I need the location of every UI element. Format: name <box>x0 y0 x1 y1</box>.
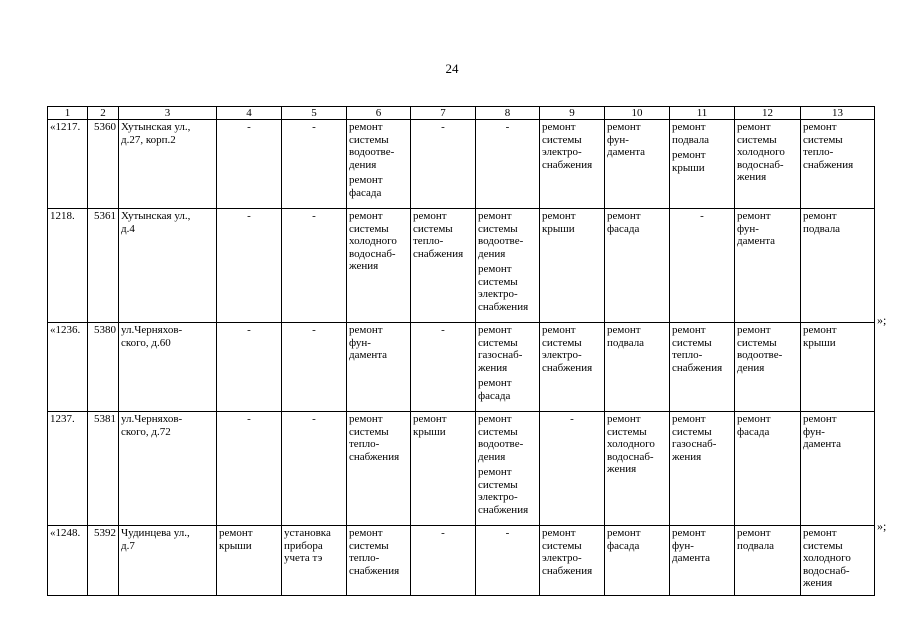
cell-col7 <box>411 209 476 323</box>
cell-col9 <box>540 209 605 323</box>
address-cell <box>119 412 217 526</box>
address-cell <box>119 526 217 596</box>
work-item: ремонт системы водоотве- дения <box>478 210 524 260</box>
row-code: 5381 <box>88 412 119 526</box>
address-text: ул.Черняхов- ского, д.72 <box>121 413 183 438</box>
cell-col13 <box>801 526 875 596</box>
cell-col13 <box>801 209 875 323</box>
cell-col4: - <box>217 209 282 323</box>
row-number: «1248. <box>48 526 88 596</box>
work-item: ремонт системы холодного водоснаб- жения <box>737 121 785 183</box>
work-item: ремонт системы водоотве- дения <box>349 121 395 171</box>
address-text: Чудинцева ул., д.7 <box>121 527 190 552</box>
work-item: ремонт фасада <box>478 377 512 402</box>
work-item: ремонт системы холодного водоснаб- жения <box>607 413 655 475</box>
work-item: ремонт фун- дамента <box>737 210 776 247</box>
table-row <box>48 323 875 412</box>
work-item: ремонт системы газоснаб- жения <box>672 413 717 463</box>
cell-col9 <box>540 526 605 596</box>
cell-col12 <box>735 526 801 596</box>
work-item: ремонт фасада <box>607 210 641 235</box>
work-item: - <box>700 210 704 222</box>
cell-col5: - <box>282 412 347 526</box>
address-cell <box>119 323 217 412</box>
table-row <box>48 209 875 323</box>
col-header: 12 <box>735 107 801 120</box>
cell-col12 <box>735 120 801 209</box>
col-header: 9 <box>540 107 605 120</box>
cell-col13 <box>801 323 875 412</box>
cell-col6 <box>347 120 411 209</box>
work-item: ремонт системы электро- снабжения <box>542 527 593 577</box>
col-header: 7 <box>411 107 476 120</box>
cell-col8 <box>476 323 540 412</box>
col-header: 8 <box>476 107 540 120</box>
address-cell <box>119 120 217 209</box>
cell-col6 <box>347 209 411 323</box>
cell-col9 <box>540 120 605 209</box>
cell-col8 <box>476 412 540 526</box>
row-code: 5361 <box>88 209 119 323</box>
cell-col12 <box>735 323 801 412</box>
address-text: Хутынская ул., д.27, корп.2 <box>121 121 191 146</box>
cell-col11 <box>670 526 735 596</box>
work-item: установка прибора учета тэ <box>284 527 331 564</box>
cell-col5: - <box>282 120 347 209</box>
col-header: 1 <box>48 107 88 120</box>
cell-col8 <box>476 526 540 596</box>
cell-col11 <box>670 323 735 412</box>
cell-col11 <box>670 120 735 209</box>
work-item: ремонт крыши <box>413 413 447 438</box>
cell-col4: - <box>217 120 282 209</box>
address-text: Хутынская ул., д.4 <box>121 210 191 235</box>
cell-col10 <box>605 323 670 412</box>
work-item: ремонт системы электро- снабжения <box>478 466 529 516</box>
work-item: ремонт системы тепло- снабжения <box>803 121 854 171</box>
work-item: ремонт подвала <box>803 210 841 235</box>
work-item: ремонт системы холодного водоснаб- жения <box>803 527 851 589</box>
closing-quote-mark: »; <box>877 313 887 327</box>
cell-col10 <box>605 120 670 209</box>
cell-col7 <box>411 412 476 526</box>
row-number: 1237. <box>48 412 88 526</box>
work-item: ремонт фун- дамента <box>672 527 711 564</box>
header-row <box>48 107 875 120</box>
work-item: ремонт фасада <box>349 174 383 199</box>
cell-col13 <box>801 120 875 209</box>
work-item: ремонт системы тепло- снабжения <box>349 413 400 463</box>
cell-col4 <box>217 526 282 596</box>
cell-col8 <box>476 209 540 323</box>
cell-col7: - <box>411 526 476 596</box>
cell-col4: - <box>217 412 282 526</box>
col-header: 3 <box>119 107 217 120</box>
cell-col5 <box>282 526 347 596</box>
work-item: ремонт системы электро- снабжения <box>542 121 593 171</box>
cell-col9: - <box>540 412 605 526</box>
work-item: ремонт системы водоотве- дения <box>478 413 524 463</box>
cell-col7: - <box>411 323 476 412</box>
work-item: ремонт крыши <box>219 527 253 552</box>
cell-col10 <box>605 412 670 526</box>
work-item: ремонт фун- дамента <box>803 413 842 450</box>
row-code: 5360 <box>88 120 119 209</box>
row-number: «1217. <box>48 120 88 209</box>
col-header: 4 <box>217 107 282 120</box>
cell-col10 <box>605 526 670 596</box>
work-item: ремонт системы холодного водоснаб- жения <box>349 210 397 272</box>
cell-col12 <box>735 209 801 323</box>
cell-col10 <box>605 209 670 323</box>
col-header: 5 <box>282 107 347 120</box>
work-item: ремонт крыши <box>803 324 837 349</box>
work-item: ремонт фасада <box>607 527 641 552</box>
work-item: ремонт крыши <box>542 210 576 235</box>
work-item: ремонт подвала <box>607 324 645 349</box>
work-item: ремонт системы тепло- снабжения <box>672 324 723 374</box>
repair-schedule-table <box>47 106 875 596</box>
col-header: 11 <box>670 107 735 120</box>
work-item: - <box>505 121 510 133</box>
row-code: 5380 <box>88 323 119 412</box>
address-text: ул.Черняхов- ского, д.60 <box>121 324 183 349</box>
work-item: ремонт фасада <box>737 413 771 438</box>
cell-col7: - <box>411 120 476 209</box>
work-item: ремонт подвала <box>672 121 710 146</box>
cell-col5: - <box>282 209 347 323</box>
work-item: ремонт системы газоснаб- жения <box>478 324 523 374</box>
col-header: 2 <box>88 107 119 120</box>
cell-col9 <box>540 323 605 412</box>
work-item: ремонт подвала <box>737 527 775 552</box>
row-number: «1236. <box>48 323 88 412</box>
col-header: 10 <box>605 107 670 120</box>
work-item: ремонт системы тепло- снабжения <box>349 527 400 577</box>
table-row <box>48 412 875 526</box>
table-row <box>48 526 875 596</box>
work-item: ремонт фун- дамента <box>349 324 388 361</box>
work-item: ремонт системы электро- снабжения <box>478 263 529 313</box>
work-item: ремонт системы водоотве- дения <box>737 324 783 374</box>
cell-col12 <box>735 412 801 526</box>
cell-col5: - <box>282 323 347 412</box>
address-cell <box>119 209 217 323</box>
work-item: ремонт крыши <box>672 149 706 174</box>
table-row <box>48 120 875 209</box>
page-number: 24 <box>445 61 459 76</box>
cell-col13 <box>801 412 875 526</box>
cell-col6 <box>347 412 411 526</box>
cell-col8 <box>476 120 540 209</box>
col-header: 13 <box>801 107 875 120</box>
cell-col11 <box>670 209 735 323</box>
work-item: ремонт системы электро- снабжения <box>542 324 593 374</box>
cell-col6 <box>347 323 411 412</box>
cell-col11 <box>670 412 735 526</box>
row-number: 1218. <box>48 209 88 323</box>
closing-quote-mark: »; <box>877 519 887 533</box>
work-item: - <box>505 527 510 539</box>
cell-col6 <box>347 526 411 596</box>
cell-col4: - <box>217 323 282 412</box>
work-item: ремонт фун- дамента <box>607 121 646 158</box>
work-item: ремонт системы тепло- снабжения <box>413 210 464 260</box>
row-code: 5392 <box>88 526 119 596</box>
col-header: 6 <box>347 107 411 120</box>
